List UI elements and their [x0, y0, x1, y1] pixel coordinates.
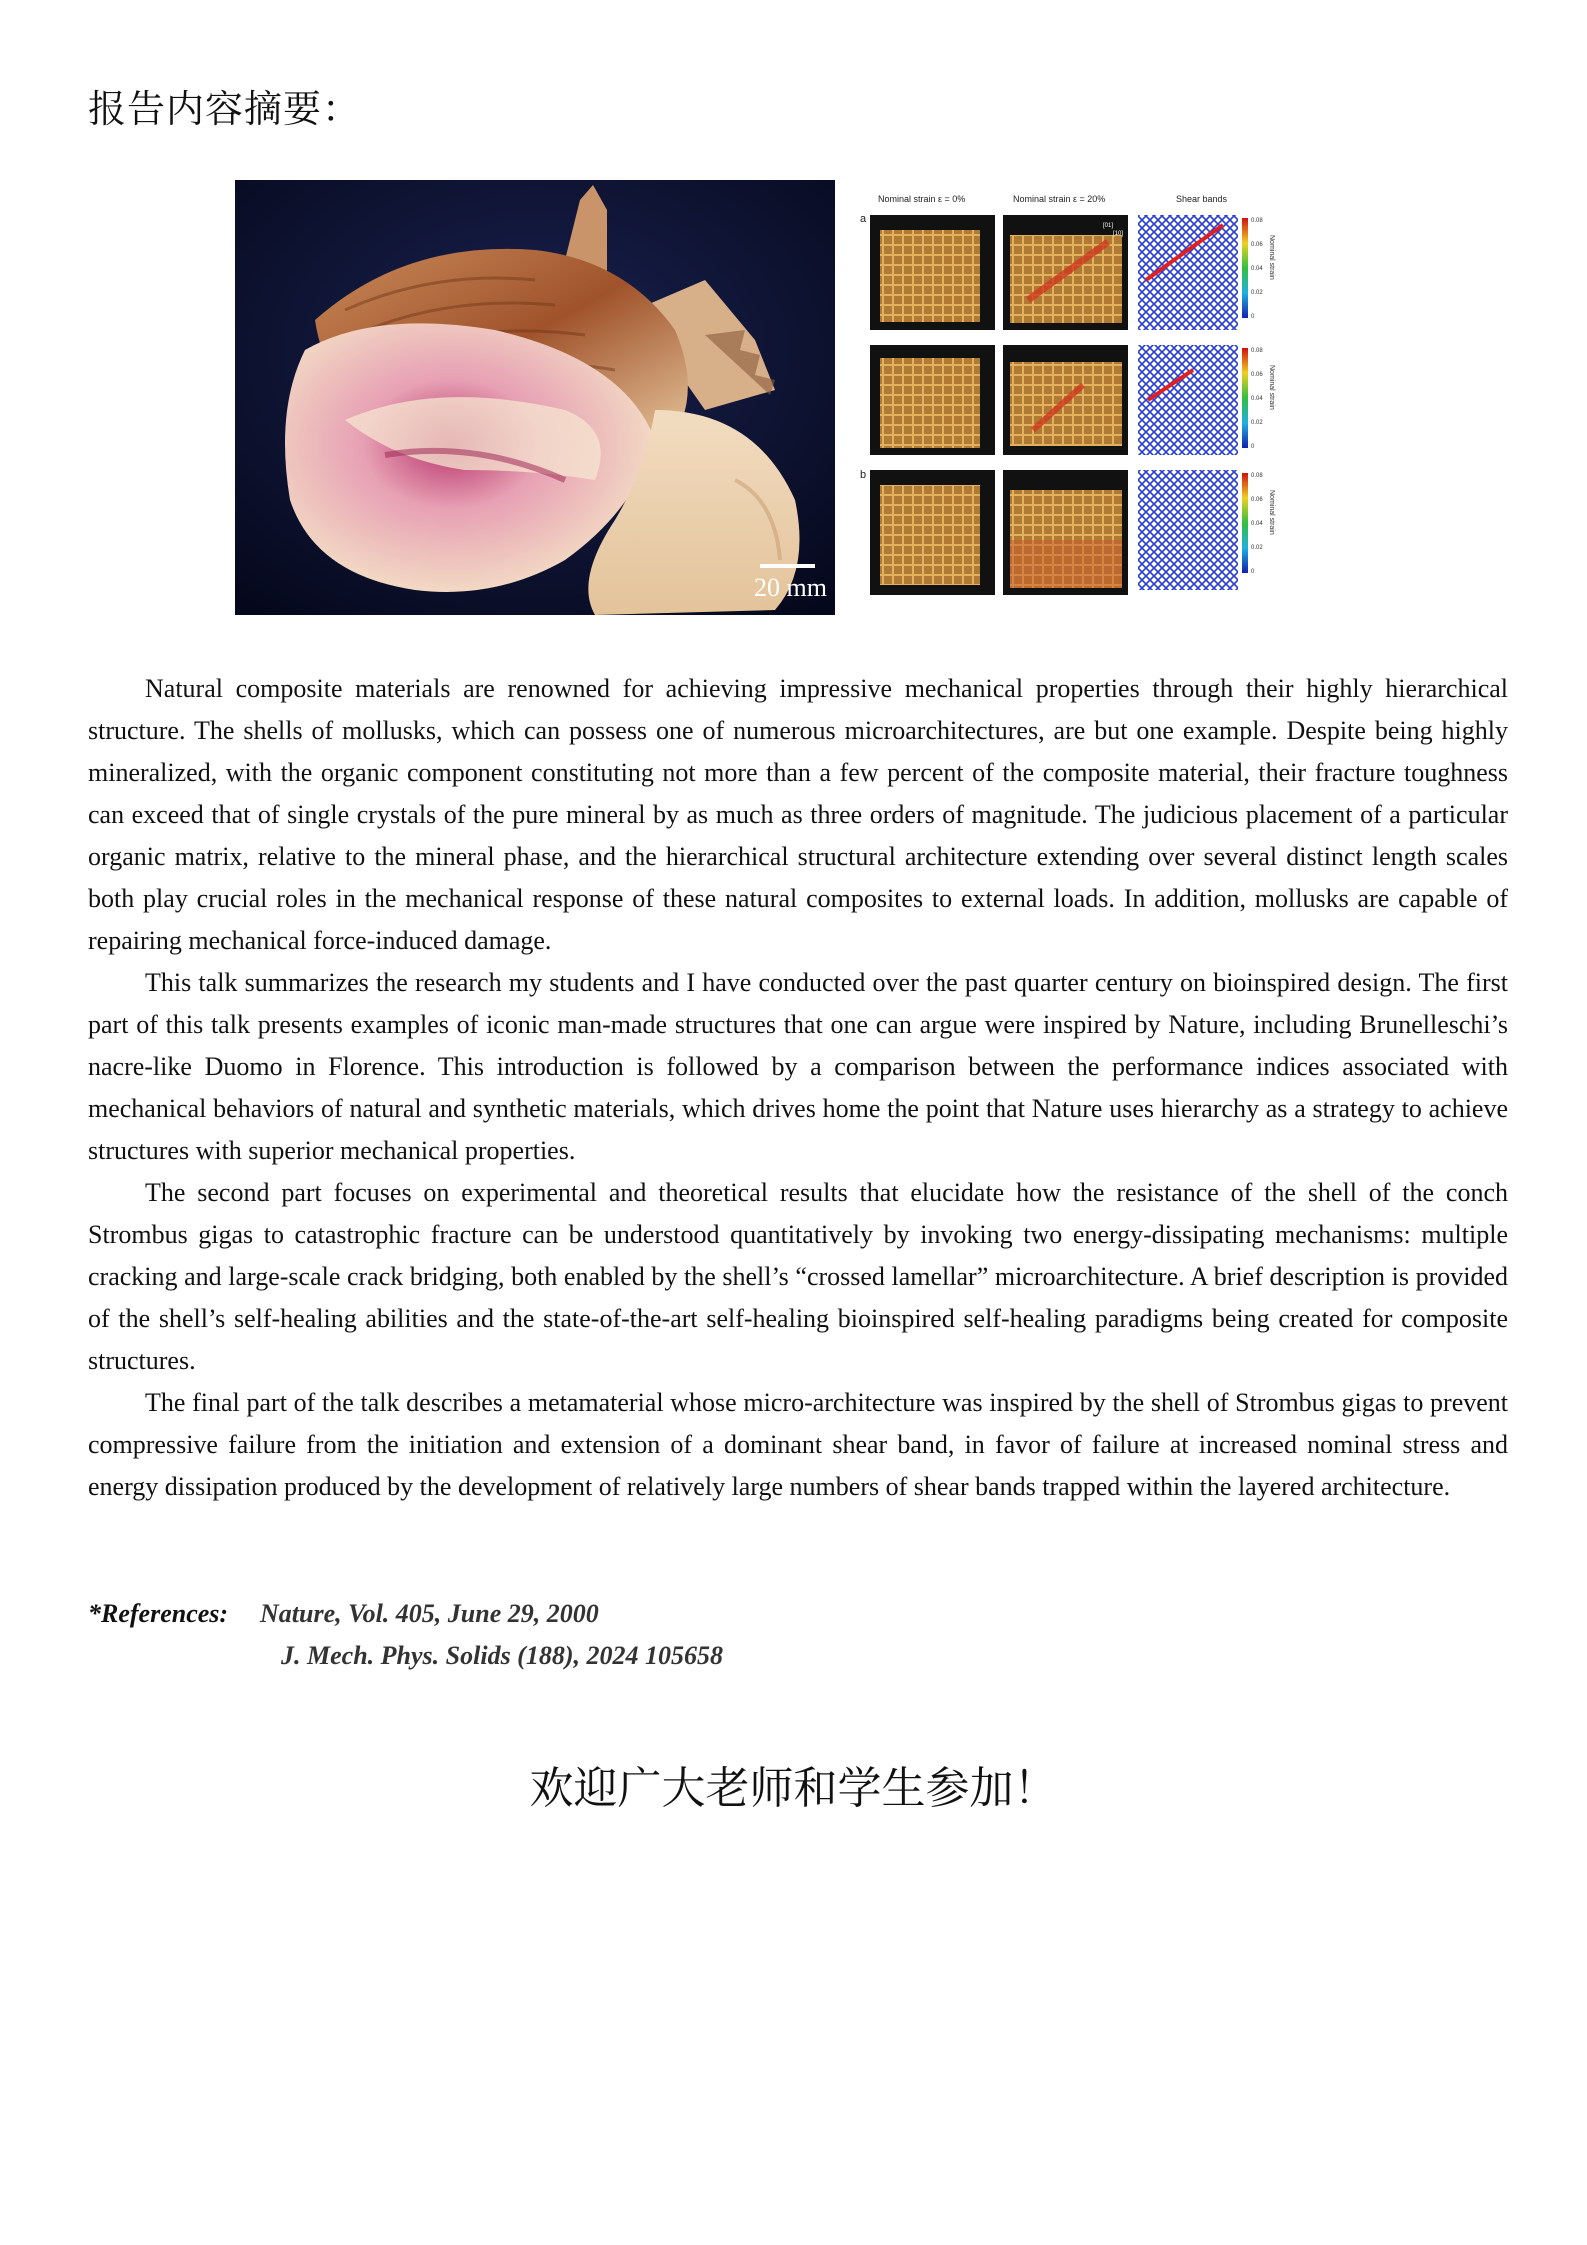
scale-bar: [760, 564, 815, 568]
abstract-body: [88, 668, 1508, 1508]
svg-text:0: 0: [1251, 569, 1255, 575]
svg-text:0.06: 0.06: [1251, 497, 1263, 503]
svg-text:0.06: 0.06: [1251, 372, 1263, 378]
reference-item: Nature, Vol. 405, June 29, 2000: [260, 1599, 599, 1628]
sim-row-3: [870, 470, 1248, 595]
abstract-paragraph: The final part of the talk describes a metamaterial whose micro-architecture was inspired by the shell of Strombus gigas to prevent compressive failure from the initiation and extension of a dominant shear band, in favor of failure at increased nominal stress and energy dissipation produced by the development of relatively large numbers of shear bands trapped within the layered architecture.: [88, 1388, 1508, 1501]
svg-text:0.08: 0.08: [1251, 348, 1263, 354]
svg-text:0.06: 0.06: [1251, 242, 1263, 248]
abstract-paragraph: This talk summarizes the research my students and I have conducted over the past quarter century on bioinspired design. The first part of this talk presents examples of iconic man-made structures that one can argue were inspired by Nature, including Brunelleschi’s nacre-like Duomo in Florence. This introduction is followed by a comparison between the performance indices associated with mechanical behaviors of natural and synthetic materials, which drives home the point that Nature uses hierarchy as a strategy to achieve structures with superior mechanical properties.: [88, 968, 1508, 1165]
row-label-a: a: [860, 213, 867, 225]
sim-row-1: [870, 215, 1248, 330]
inset-label-10: [10]: [1113, 231, 1124, 237]
sim-row-2: [870, 345, 1248, 455]
references: [88, 1593, 723, 1677]
col-label-shear-bands: Shear bands: [1176, 194, 1228, 204]
scale-label: 20 mm: [754, 573, 827, 602]
abstract-paragraph: The second part focuses on experimental and theoretical results that elucidate how the resistance of the shell of the conch Strombus gigas to catastrophic fracture can be understood quantitatively by invoking two energy-dissipating mechanisms: multiple cracking and large-scale crack bridging, both enabled by the shell’s “crossed lamellar” microarchitecture. A brief description is provided of the shell’s self-healing abilities and the state-of-the-art self-healing bioinspired self-healing paradigms being created for composite structures.: [88, 1178, 1508, 1375]
shell-photo: [235, 180, 835, 615]
svg-text:0: 0: [1251, 314, 1255, 320]
svg-text:0.04: 0.04: [1251, 266, 1263, 272]
svg-text:0.02: 0.02: [1251, 420, 1263, 426]
references-label: *References:: [88, 1599, 229, 1628]
svg-text:0.02: 0.02: [1251, 290, 1263, 296]
svg-text:0.04: 0.04: [1251, 521, 1263, 527]
abstract-paragraph: Natural composite materials are renowned for achieving impressive mechanical properties through their highly hierarchical structure. The shells of mollusks, which can possess one of numerous microarchitectures, are but one example. Despite being highly mineralized, with the organic component constituting not more than a few percent of the composite material, their fracture toughness can exceed that of single crystals of the pure mineral by as much as three orders of magnitude. The judicious placement of a particular organic matrix, relative to the mineral phase, and the hierarchical structural architecture extending over several distinct length scales both play crucial roles in the mechanical response of these natural composites to external loads. In addition, mollusks are capable of repairing mechanical force-induced damage.: [88, 674, 1508, 955]
svg-text:0.08: 0.08: [1251, 473, 1263, 479]
svg-text:0.02: 0.02: [1251, 545, 1263, 551]
welcome-message: 欢迎广大老师和学生参加！: [529, 1763, 1058, 1814]
svg-text:Nominal strain: Nominal strain: [1268, 235, 1275, 280]
shear-band-figure: [858, 180, 1358, 605]
colorbar-ticks: [1251, 218, 1263, 575]
inset-label-01: [01]: [1103, 223, 1114, 229]
row-label-b: b: [860, 469, 867, 481]
svg-text:Nominal strain: Nominal strain: [1268, 365, 1275, 410]
svg-text:0.08: 0.08: [1251, 218, 1263, 224]
svg-text:0.04: 0.04: [1251, 396, 1263, 402]
section-heading: 报告内容摘要：: [88, 87, 362, 131]
colorbar-titles: [1268, 235, 1275, 535]
col-label-strain-0: Nominal strain ε = 0%: [878, 194, 966, 204]
svg-text:Nominal strain: Nominal strain: [1268, 490, 1275, 535]
reference-item: J. Mech. Phys. Solids (188), 2024 105658: [281, 1641, 723, 1670]
col-label-strain-20: Nominal strain ε = 20%: [1013, 194, 1106, 204]
svg-text:0: 0: [1251, 444, 1255, 450]
